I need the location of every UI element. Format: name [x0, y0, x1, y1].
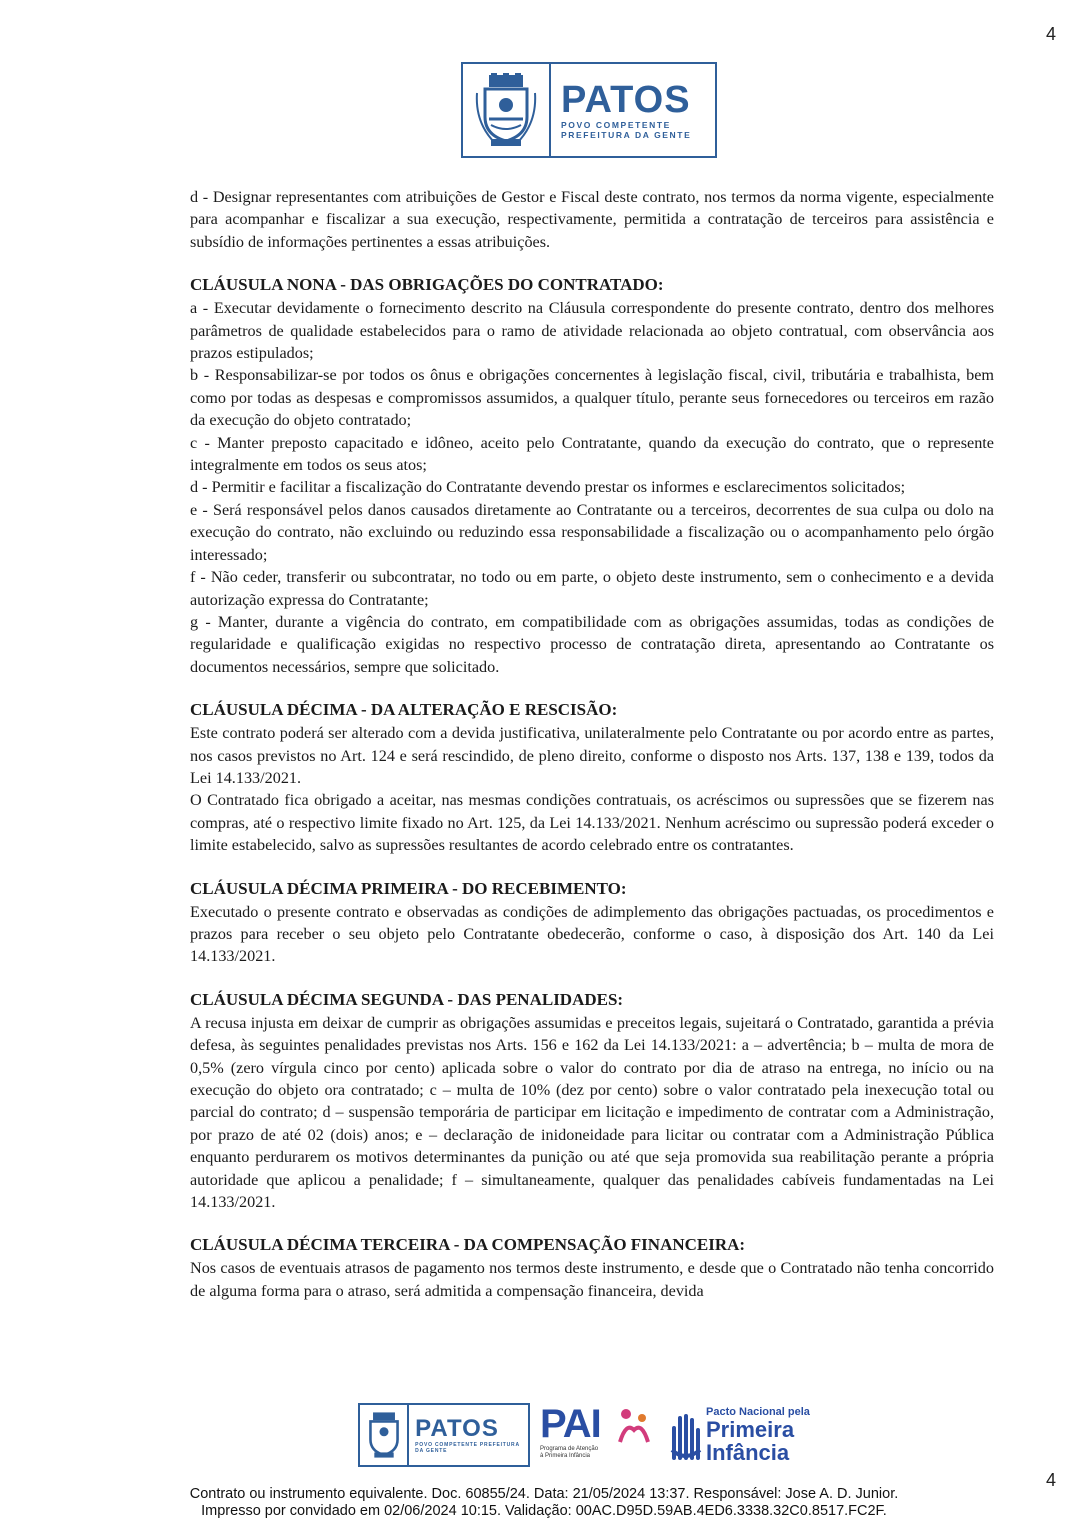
pai-subtitle-2: à Primeira Infância: [540, 1453, 591, 1459]
pai-subtitle-1: Programa de Atenção: [540, 1446, 599, 1452]
contract-body: [190, 186, 994, 1302]
clausula-nona-item-b: b - Responsabilizar-se por todos os ônus e obrigações concernentes à legislação fiscal, civil, tributária e trabalhista, bem como por todas as despesas e compromissos assumidos, a qualquer título, perante seus fornecedores ou terceiros em razão da execução do objeto contratado;: [190, 366, 994, 430]
brand-name: PATOS: [561, 79, 691, 121]
clausula-nona-heading: CLÁUSULA NONA - DAS OBRIGAÇÕES DO CONTRATADO:: [190, 275, 664, 295]
brand-tagline-1: POVO COMPETENTE: [561, 120, 671, 130]
pai-logo: [540, 1402, 660, 1468]
clausula-decima-segunda-heading: CLÁUSULA DÉCIMA SEGUNDA - DAS PENALIDADES:: [190, 989, 624, 1009]
clausula-decima-primeira-text: Executado o presente contrato e observadas as condições de adimplemento das obrigações pactuadas, os procedimentos e prazos para receber o seu objeto pelo Contratante obedecerão, conforme o caso, à disposição dos Art. 140 da Lei 14.133/2021.: [190, 902, 994, 966]
clausula-decima-terceira-text: Nos casos de eventuais atrasos de pagamento nos termos deste instrumento, e desde que o Contratado não tenha concorrido de alguma forma para o atraso, será admitida a compensação financeira, devida: [190, 1259, 994, 1300]
hand-icon: [668, 1410, 702, 1460]
footer-brand-name: PATOS: [415, 1415, 499, 1442]
footer-patos-logo: [358, 1403, 530, 1467]
patos-header-logo: [461, 62, 717, 158]
clausula-decima-paragraph-1: Este contrato poderá ser alterado com a devida justificativa, unilateralmente pelo Contratante ou por acordo entre as partes, nos casos previstos no Art. 124 e será rescindido, de pleno direito, conforme o disposto nos Arts. 137, 138 e 139, todos da Lei 14.133/2021.: [190, 724, 994, 787]
pacto-big-text-2: Infância: [706, 1440, 790, 1465]
validation-line-1: Contrato ou instrumento equivalente. Doc. 60855/24. Data: 21/05/2024 13:37. Responsável: Jose A. D. Junior.: [189, 1486, 899, 1502]
pacto-big-text-1: Primeira: [706, 1417, 795, 1442]
clausula-decima-heading: CLÁUSULA DÉCIMA - DA ALTERAÇÃO E RESCISÃO:: [190, 700, 618, 720]
footer-logos: [358, 1400, 838, 1470]
clausula-decima-segunda-text: A recusa injusta em deixar de cumprir as obrigações assumidas e preceitos legais, sujeitará o Contratado, garantida a prévia defesa, às seguintes penalidades previstas nos Arts. 156 e 162 da Lei 14.133/2021: a – advertência; b – multa de mora de 0,5% (zero vírgula cinco por cento) aplicada sobre o valor do contrato por dia de atraso na entrega, no início ou na execução do objeto ora contratado; c – multa de 10% (dez por cento) sobre o valor contratado pela inexecução total ou parcial do contrato; d – suspensão temporária de participar em licitação e impedimento de contratar com a Administração, por prazo de até 02 (dois) anos; e – declaração de inidoneidade para licitar ou contratar com a Administração Pública enquanto perdurarem os motivos determinantes da punição ou até que seja promovida sua reabilitação perante a própria autoridade que aplicou a penalidade; f – simultaneamente, qualquer das penalidades cabíveis fundamentadas na Lei 14.133/2021.: [190, 1013, 994, 1212]
clausula-nona-item-d: d - Permitir e facilitar a fiscalização do Contratante devendo prestar os informes e esclarecimentos solicitados;: [190, 478, 906, 497]
validation-line-2: Impresso por convidado em 02/06/2024 10:15. Validação: 00AC.D95D.59AB.4ED6.3338.32C0.8517.FC2F.: [201, 1503, 887, 1519]
intro-paragraph: d - Designar representantes com atribuições de Gestor e Fiscal deste contrato, nos termos da norma vigente, especialmente para acompanhar e fiscalizar a sua execução, respectivamente, permitida a contratação de terceiros para assistência e subsídio de informações pertinentes a essas atribuições.: [190, 188, 994, 251]
clausula-nona-item-g: g - Manter, durante a vigência do contrato, em compatibilidade com as obrigações assumidas, todas as condições de regularidade e qualificação exigidas no respectivo processo de contratação direta, apresentando ao Contratante os documentos necessários, sempre que solicitado.: [190, 612, 994, 676]
page-number-bottom: 4: [1045, 1470, 1056, 1490]
clausula-nona-item-c: c - Manter preposto capacitado e idôneo, aceito pelo Contratante, quando da execução do contrato, que o represente integralmente em todos os seus atos;: [190, 433, 994, 475]
clausula-decima-primeira-heading: CLÁUSULA DÉCIMA PRIMEIRA - DO RECEBIMENTO:: [190, 878, 627, 898]
pai-wordmark: PAI: [540, 1402, 601, 1446]
footer-coat-of-arms-icon: [360, 1405, 409, 1465]
validation-footer: [0, 1486, 1088, 1520]
coat-of-arms-icon: [463, 64, 551, 156]
clausula-decima-paragraph-2: O Contratado fica obrigado a aceitar, nas mesmas condições contratuais, os acréscimos ou supressões que se fizerem nas compras, até o respectivo limite fixado no Art. 125, da Lei 14.133/2021. Nenhum acréscimo ou supressão poderá exceder o limite estabelecido, salvo as supressões resultantes de acordo celebrado entre os contratantes.: [190, 791, 994, 855]
clausula-nona-item-e: e - Será responsável pelos danos causados diretamente ao Contratante ou a terceiros, decorrentes de sua culpa ou dolo na execução do contrato, não excluindo ou reduzindo essa responsabilidade a fiscalização ou o acompanhamento pelo órgão interessado;: [190, 500, 994, 564]
pacto-logo: [668, 1406, 810, 1464]
pacto-small-text: Pacto Nacional pela: [706, 1406, 810, 1418]
brand-tagline-2: PREFEITURA DA GENTE: [561, 130, 692, 140]
clausula-nona-item-f: f - Não ceder, transferir ou subcontratar, no todo ou em parte, o objeto deste instrumento, sem o conhecimento e a devida autorização expressa do Contratante;: [190, 568, 994, 609]
pai-family-icon: [614, 1406, 654, 1446]
clausula-nona-item-a: a - Executar devidamente o fornecimento descrito na Cláusula correspondente do presente contrato, dentro dos melhores parâmetros de qualidade estabelecidos para o ramo de atividade relacionada ao objeto contratual, com observância aos prazos estipulados;: [190, 299, 994, 363]
page-number-top: 4: [1045, 24, 1056, 44]
footer-brand-tagline: POVO COMPETENTE PREFEITURA DA GENTE: [415, 1442, 520, 1454]
clausula-decima-terceira-heading: CLÁUSULA DÉCIMA TERCEIRA - DA COMPENSAÇÃO FINANCEIRA:: [190, 1235, 746, 1255]
